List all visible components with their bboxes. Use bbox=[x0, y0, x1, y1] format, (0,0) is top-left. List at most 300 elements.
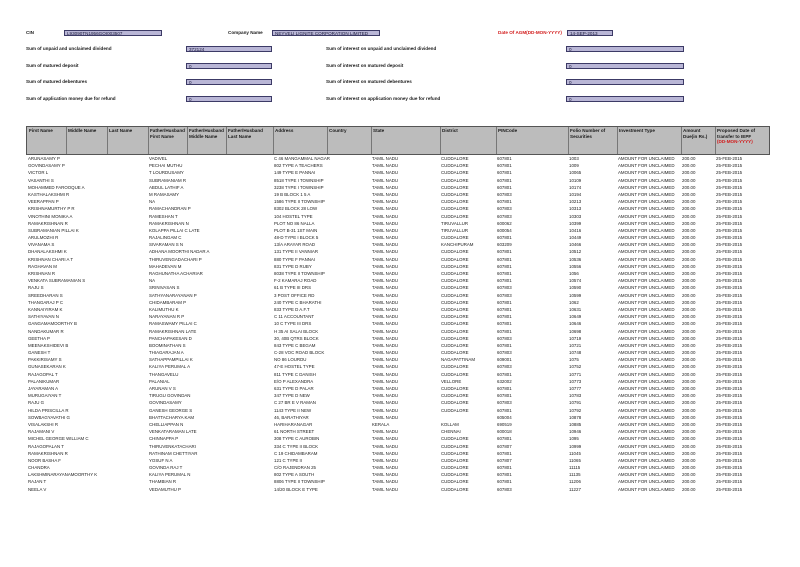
district-cell: CHENNAI bbox=[441, 429, 461, 435]
amount-cell: 200.00 bbox=[682, 249, 696, 255]
state-cell: TAMIL NADU bbox=[372, 335, 399, 341]
address-cell: 1586 TYPE II TOWNSHIP bbox=[274, 199, 325, 205]
amount-cell: 200.00 bbox=[682, 443, 696, 449]
transfer-date-cell: 25-FEB-2015 bbox=[716, 213, 743, 219]
state-cell: TAMIL NADU bbox=[372, 321, 399, 327]
investment-type-cell: AMOUNT FOR UNCLAIMED bbox=[618, 429, 675, 435]
matured-debentures-field[interactable]: 0 bbox=[186, 79, 272, 85]
first-name-cell: SOWBAGYAVATHI G bbox=[28, 414, 70, 420]
state-cell: TAMIL NADU bbox=[372, 213, 399, 219]
father-first-name-cell: GANESH GEORGE S bbox=[149, 407, 193, 413]
father-first-name-cell: CHIDAMBARAM P bbox=[149, 299, 187, 305]
address-cell: 46, BARATHIYAR bbox=[274, 414, 309, 420]
transfer-date-cell: 25-FEB-2015 bbox=[716, 407, 743, 413]
amount-cell: 200.00 bbox=[682, 206, 696, 212]
pincode-cell: 607801 bbox=[497, 450, 512, 456]
folio-cell: 11206 bbox=[569, 479, 581, 485]
amount-cell: 200.00 bbox=[682, 227, 696, 233]
father-first-name-cell: THIAGARAJAN A bbox=[149, 350, 184, 356]
table-row bbox=[26, 313, 770, 320]
folio-cell: 10885 bbox=[569, 421, 582, 427]
transfer-date-cell: 25-FEB-2015 bbox=[716, 191, 743, 197]
first-name-cell: SUBRAMANIAN PILLAI K bbox=[28, 227, 79, 233]
investment-type-cell: AMOUNT FOR UNCLAIMED bbox=[618, 400, 675, 406]
father-first-name-cell: SRINIVASAN S bbox=[149, 285, 180, 291]
address-cell: 811 TYPE C DANISH bbox=[274, 371, 316, 377]
first-name-cell: DHANALAKSHMI K bbox=[28, 249, 67, 255]
pincode-cell: 607801 bbox=[497, 472, 512, 478]
col-country: Country bbox=[329, 128, 347, 133]
pincode-cell: 607801 bbox=[497, 177, 512, 183]
father-first-name-cell: RAMAKRISHNAN LATE bbox=[149, 328, 197, 334]
folio-cell: 10721 bbox=[569, 342, 582, 348]
address-cell: 802 TYPE A TEACHERS bbox=[274, 163, 323, 169]
investment-type-cell: AMOUNT FOR UNCLAIMED bbox=[618, 263, 675, 269]
father-first-name-cell: PANCHAPAKESAN D bbox=[149, 335, 192, 341]
father-first-name-cell: SIVARAMAN S N bbox=[149, 242, 184, 248]
interest-unpaid-dividend-label: Sum of interest on unpaid and unclaimed dividend bbox=[326, 46, 437, 51]
district-cell: CUDDALORE bbox=[441, 328, 469, 334]
district-cell: CUDDALORE bbox=[441, 350, 469, 356]
pincode-cell: 607807 bbox=[497, 457, 512, 463]
address-cell: C 11 ACCOUNTANT bbox=[274, 314, 315, 320]
father-first-name-cell: KOLAPPA PILLAI C LATE bbox=[149, 227, 200, 233]
first-name-cell: NEELA V bbox=[28, 486, 47, 492]
folio-cell: 10449 bbox=[569, 235, 582, 241]
table-row bbox=[26, 198, 770, 205]
transfer-date-cell: 25-FEB-2015 bbox=[716, 220, 743, 226]
interest-matured-debentures-label: Sum of interest on matured debentures bbox=[326, 79, 412, 84]
address-cell: 149 TYPE E PANNAI bbox=[274, 170, 316, 176]
state-cell: TAMIL NADU bbox=[372, 400, 399, 406]
company-name-field[interactable]: NEYVELI LIGNITE CORPORATION LIMITED bbox=[272, 30, 380, 36]
table-row bbox=[26, 486, 770, 493]
transfer-date-cell: 25-FEB-2015 bbox=[716, 170, 743, 176]
application-money-field[interactable]: 0 bbox=[186, 96, 272, 102]
state-cell: TAMIL NADU bbox=[372, 371, 399, 377]
state-cell: TAMIL NADU bbox=[372, 249, 399, 255]
father-first-name-cell: RAJALINGAM C bbox=[149, 235, 182, 241]
transfer-date-cell: 25-FEB-2015 bbox=[716, 271, 743, 276]
investment-type-cell: AMOUNT FOR UNCLAIMED bbox=[618, 156, 675, 161]
interest-unpaid-dividend-field[interactable]: 0 bbox=[566, 46, 684, 52]
amount-cell: 200.00 bbox=[682, 191, 696, 197]
address-cell: 131 TYPE II VANNIAR bbox=[274, 249, 319, 255]
table-row bbox=[26, 277, 770, 284]
father-first-name-cell: TIRUGU GOVINDAN bbox=[149, 393, 191, 399]
investment-type-cell: AMOUNT FOR UNCLAIMED bbox=[618, 328, 675, 334]
folio-cell: 10194 bbox=[569, 191, 582, 197]
father-first-name-cell: PECHAI MUTHU bbox=[149, 163, 183, 169]
transfer-date-cell: 25-FEB-2015 bbox=[716, 321, 743, 327]
transfer-date-cell: 25-FEB-2015 bbox=[716, 457, 743, 463]
father-first-name-cell: BHATTACHARYA KAM bbox=[149, 414, 195, 420]
first-name-cell: VICTOR L bbox=[28, 170, 49, 176]
amount-cell: 200.00 bbox=[682, 450, 696, 456]
pincode-cell: 600062 bbox=[497, 220, 512, 226]
first-name-cell: NOOR BASHA F bbox=[28, 457, 61, 463]
district-cell: CUDDALORE bbox=[441, 393, 469, 399]
address-cell: 831 TYPE D RUBY bbox=[274, 263, 312, 269]
father-first-name-cell: ABDUL LATHIF A bbox=[149, 184, 184, 190]
matured-deposit-field[interactable]: 0 bbox=[186, 63, 272, 69]
state-cell: TAMIL NADU bbox=[372, 436, 399, 442]
father-first-name-cell: KALIMUTHU K bbox=[149, 306, 179, 312]
table-row bbox=[26, 213, 770, 220]
address-cell: C-28 VOC ROAD BLOCK bbox=[274, 350, 325, 356]
first-name-cell: VIVANAMA S bbox=[28, 242, 55, 248]
address-cell: 61 NORTH STREET bbox=[274, 429, 315, 435]
amount-cell: 200.00 bbox=[682, 486, 696, 492]
pincode-cell: 690519 bbox=[497, 421, 512, 427]
father-first-name-cell: GOVINDA RAJ T bbox=[149, 465, 183, 471]
district-cell: CUDDALORE bbox=[441, 321, 469, 327]
father-first-name-cell: THIRUVENGADACHARI P bbox=[149, 256, 202, 262]
investment-type-cell: AMOUNT FOR UNCLAIMED bbox=[618, 414, 675, 420]
father-first-name-cell: VADIVEL bbox=[149, 156, 168, 161]
father-first-name-cell: ARUNAN V S bbox=[149, 386, 176, 391]
col-investment-type: Investment Type bbox=[619, 128, 655, 133]
interest-matured-deposit-field[interactable]: 0 bbox=[566, 63, 684, 69]
table-row bbox=[26, 349, 770, 356]
state-cell: TAMIL NADU bbox=[372, 465, 399, 471]
district-cell: KOLLAM bbox=[441, 421, 459, 427]
transfer-date-cell: 25-FEB-2015 bbox=[716, 479, 743, 485]
first-name-cell: RAMAKRISHNAN R bbox=[28, 220, 68, 226]
first-name-cell: MOHAMMED FAROOQUE A bbox=[28, 184, 85, 190]
address-cell: 48-D TYPE I BLOCK 5 bbox=[274, 235, 319, 241]
transfer-date-cell: 25-FEB-2015 bbox=[716, 235, 743, 241]
state-cell: TAMIL NADU bbox=[372, 278, 399, 284]
amount-cell: 200.00 bbox=[682, 400, 696, 406]
investment-type-cell: AMOUNT FOR UNCLAIMED bbox=[618, 407, 675, 413]
father-first-name-cell: PALANIAL bbox=[149, 378, 170, 384]
first-name-cell: GUNASEKARAN K bbox=[28, 364, 66, 370]
first-name-cell: HILDA PRISCILLA R bbox=[28, 407, 69, 413]
father-first-name-cell: THIRUVENKATACHARI bbox=[149, 443, 196, 449]
pincode-cell: 632002 bbox=[497, 378, 512, 384]
state-cell: TAMIL NADU bbox=[372, 184, 399, 190]
amount-cell: 200.00 bbox=[682, 278, 696, 284]
father-first-name-cell: THAMBIAN R bbox=[149, 479, 177, 485]
district-cell: CUDDALORE bbox=[441, 306, 469, 312]
pincode-cell: 607801 bbox=[497, 342, 512, 348]
investment-type-cell: AMOUNT FOR UNCLAIMED bbox=[618, 457, 675, 463]
amount-cell: 200.00 bbox=[682, 421, 696, 427]
district-cell: CUDDALORE bbox=[441, 472, 469, 478]
folio-cell: 10792 bbox=[569, 407, 582, 413]
state-cell: TAMIL NADU bbox=[372, 271, 399, 276]
district-cell: CUDDALORE bbox=[441, 249, 469, 255]
folio-cell: 10783 bbox=[569, 393, 582, 399]
amount-cell: 200.00 bbox=[682, 299, 696, 305]
pincode-cell: 607803 bbox=[497, 400, 512, 406]
state-cell: TAMIL NADU bbox=[372, 429, 399, 435]
first-name-cell: RAJU S bbox=[28, 285, 44, 291]
folio-cell: 10946 bbox=[569, 429, 582, 435]
transfer-date-cell: 25-FEB-2015 bbox=[716, 429, 743, 435]
table-row bbox=[26, 435, 770, 442]
transfer-date-cell: 25-FEB-2015 bbox=[716, 386, 743, 391]
address-cell: 19 B BLOCK 1 5 A bbox=[274, 191, 311, 197]
cin-field[interactable]: L93090TN1956GOI003507 bbox=[64, 30, 162, 36]
unpaid-dividend-field[interactable]: 372124 bbox=[186, 46, 272, 52]
table-row bbox=[26, 241, 770, 248]
state-cell: TAMIL NADU bbox=[372, 242, 399, 248]
investment-type-cell: AMOUNT FOR UNCLAIMED bbox=[618, 163, 675, 169]
transfer-date-cell: 25-FEB-2015 bbox=[716, 400, 743, 406]
father-first-name-cell: KALIYA PERUMAL A bbox=[149, 364, 190, 370]
father-first-name-cell: MAHADEVAN M bbox=[149, 263, 182, 269]
interest-application-money-label: Sum of interest on application money due for refund bbox=[326, 96, 441, 101]
pincode-cell: 607801 bbox=[497, 199, 512, 205]
col-pincode: PINCode bbox=[498, 128, 518, 133]
table-row bbox=[26, 443, 770, 450]
investment-type-cell: AMOUNT FOR UNCLAIMED bbox=[618, 213, 675, 219]
folio-cell: 10416 bbox=[569, 227, 582, 233]
table-row bbox=[26, 428, 770, 435]
investment-type-cell: AMOUNT FOR UNCLAIMED bbox=[618, 306, 675, 312]
folio-cell: 10213 bbox=[569, 199, 582, 205]
first-name-cell: MEENAKSHIDEVI B bbox=[28, 342, 69, 348]
pincode-cell: 607801 bbox=[497, 249, 512, 255]
first-name-cell: SATHIYAVAN N bbox=[28, 314, 59, 320]
first-name-cell: KASTHALAKSHMI R bbox=[28, 191, 70, 197]
state-cell: TAMIL NADU bbox=[372, 292, 399, 298]
district-cell: CUDDALORE bbox=[441, 436, 469, 442]
investment-type-cell: AMOUNT FOR UNCLAIMED bbox=[618, 170, 675, 176]
pincode-cell: 607801 bbox=[497, 299, 512, 305]
pincode-cell: 603209 bbox=[497, 242, 512, 248]
transfer-date-cell: 25-FEB-2015 bbox=[716, 177, 743, 183]
state-cell: TAMIL NADU bbox=[372, 256, 399, 262]
amount-cell: 200.00 bbox=[682, 306, 696, 312]
investment-type-cell: AMOUNT FOR UNCLAIMED bbox=[618, 371, 675, 377]
table-row bbox=[26, 421, 770, 428]
father-first-name-cell: RAMASWAMY PILLAI C bbox=[149, 321, 197, 327]
state-cell: TAMIL NADU bbox=[372, 163, 399, 169]
district-cell: CUDDALORE bbox=[441, 156, 469, 161]
district-cell: CUDDALORE bbox=[441, 235, 469, 241]
interest-application-money-field[interactable]: 0 bbox=[566, 96, 684, 102]
address-cell: H 35 AI SALAI BLOCK bbox=[274, 328, 319, 334]
transfer-date-cell: 25-FEB-2015 bbox=[716, 306, 743, 312]
table-row bbox=[26, 371, 770, 378]
father-first-name-cell: CHINNAPPA P bbox=[149, 436, 179, 442]
address-cell: NO 86 LOURDU bbox=[274, 357, 307, 363]
first-name-cell: PALANIKUMAR bbox=[28, 378, 60, 384]
state-cell: KERALA bbox=[372, 421, 390, 427]
state-cell: TAMIL NADU bbox=[372, 227, 399, 233]
table-row bbox=[26, 335, 770, 342]
table-row bbox=[26, 299, 770, 306]
district-cell: VELLORE bbox=[441, 378, 462, 384]
district-cell: TIRUVALLUR bbox=[441, 227, 468, 233]
folio-cell: 1095 bbox=[569, 436, 579, 442]
transfer-date-cell: 25-FEB-2015 bbox=[716, 421, 743, 427]
transfer-date-cell: 25-FEB-2015 bbox=[716, 342, 743, 348]
folio-cell: 10574 bbox=[569, 278, 582, 284]
col-first-name: First Name bbox=[29, 128, 53, 133]
first-name-cell: GOVINDASAMY P bbox=[28, 163, 65, 169]
pincode-cell: 607801 bbox=[497, 386, 512, 391]
transfer-date-cell: 25-FEB-2015 bbox=[716, 314, 743, 320]
amount-cell: 200.00 bbox=[682, 357, 696, 363]
state-cell: TAMIL NADU bbox=[372, 342, 399, 348]
transfer-date-cell: 25-FEB-2015 bbox=[716, 378, 743, 384]
folio-cell: 10109 bbox=[569, 177, 582, 183]
district-cell: KANCHIPURAM bbox=[441, 242, 474, 248]
pincode-cell: 607803 bbox=[497, 206, 512, 212]
address-cell: 3 POST OFFICE RD bbox=[274, 292, 315, 298]
folio-cell: 10649 bbox=[569, 314, 582, 320]
investment-type-cell: AMOUNT FOR UNCLAIMED bbox=[618, 350, 675, 356]
address-cell: 347 TYPE D NEW bbox=[274, 393, 310, 399]
folio-cell: 1009 bbox=[569, 163, 579, 169]
first-name-cell: VASANTHI S bbox=[28, 177, 54, 183]
pincode-cell: 607803 bbox=[497, 213, 512, 219]
first-name-cell: RAJAMANI V bbox=[28, 429, 55, 435]
district-cell: CUDDALORE bbox=[441, 170, 469, 176]
district-cell: CUDDALORE bbox=[441, 450, 469, 456]
pincode-cell: 607801 bbox=[497, 163, 512, 169]
folio-cell: 10556 bbox=[569, 263, 582, 269]
amount-cell: 200.00 bbox=[682, 321, 696, 327]
table-row bbox=[26, 356, 770, 363]
address-cell: 8518 TYPE I TOWNSHIP bbox=[274, 177, 324, 183]
folio-cell: 10752 bbox=[569, 364, 582, 370]
amount-cell: 200.00 bbox=[682, 350, 696, 356]
pincode-cell: 607801 bbox=[497, 170, 512, 176]
investment-type-cell: AMOUNT FOR UNCLAIMED bbox=[618, 278, 675, 284]
table-row bbox=[26, 392, 770, 399]
amount-cell: 200.00 bbox=[682, 457, 696, 463]
pincode-cell: 607803 bbox=[497, 191, 512, 197]
first-name-cell: RAJAGOPAL T bbox=[28, 371, 58, 377]
address-cell: 843 TYPE C BEGAM bbox=[274, 342, 316, 348]
father-first-name-cell: NARAYANAN R P bbox=[149, 314, 185, 320]
table-row bbox=[26, 169, 770, 176]
folio-cell: 11135 bbox=[569, 472, 581, 478]
first-name-cell: VEERAPPAN P bbox=[28, 199, 59, 205]
transfer-date-cell: 25-FEB-2015 bbox=[716, 465, 743, 471]
address-cell: 631 TYPE D PALAR bbox=[274, 386, 314, 391]
investment-type-cell: AMOUNT FOR UNCLAIMED bbox=[618, 242, 675, 248]
table-row bbox=[26, 306, 770, 313]
investment-type-cell: AMOUNT FOR UNCLAIMED bbox=[618, 220, 675, 226]
father-first-name-cell: NA bbox=[149, 199, 156, 205]
unpaid-dividend-label: Sum of unpaid and unclaimed dividend bbox=[26, 46, 112, 51]
address-cell: 833 TYPE D A.F.T bbox=[274, 306, 310, 312]
first-name-cell: GEETHA P bbox=[28, 335, 50, 341]
state-cell: TAMIL NADU bbox=[372, 386, 399, 391]
district-cell: CUDDALORE bbox=[441, 263, 469, 269]
table-row bbox=[26, 248, 770, 255]
col-father-middle-name: Father/Husband Middle Name bbox=[189, 128, 224, 139]
address-cell: 8302 BLOCK 28 LOW bbox=[274, 206, 318, 212]
father-first-name-cell: ADHANA MOORTHI NADAR A bbox=[149, 249, 210, 255]
father-first-name-cell: YOSUF N A bbox=[149, 457, 173, 463]
folio-cell: 1003 bbox=[569, 156, 579, 161]
transfer-date-cell: 25-FEB-2015 bbox=[716, 163, 743, 169]
address-cell: 334 C TYPE II BLOCK bbox=[274, 443, 319, 449]
table-row bbox=[26, 457, 770, 464]
col-proposed-date-label: Proposed Date of transfer to IEPF bbox=[717, 128, 756, 139]
district-cell: CUDDALORE bbox=[441, 271, 469, 276]
interest-matured-debentures-field[interactable]: 0 bbox=[566, 79, 684, 85]
address-cell: 104 HOSTEL TYPE bbox=[274, 213, 313, 219]
district-cell: CUDDALORE bbox=[441, 386, 469, 391]
col-folio-number: Folio Number of Securities bbox=[570, 128, 606, 139]
amount-cell: 200.00 bbox=[682, 184, 696, 190]
amount-cell: 200.00 bbox=[682, 285, 696, 291]
state-cell: TAMIL NADU bbox=[372, 364, 399, 370]
transfer-date-cell: 25-FEB-2015 bbox=[716, 364, 743, 370]
table-row bbox=[26, 256, 770, 263]
address-cell: HARIHARANAGAR bbox=[274, 421, 313, 427]
state-cell: TAMIL NADU bbox=[372, 170, 399, 176]
amount-cell: 200.00 bbox=[682, 271, 696, 276]
amount-cell: 200.00 bbox=[682, 263, 696, 269]
first-name-cell: GANESH T bbox=[28, 350, 51, 356]
district-cell: CUDDALORE bbox=[441, 486, 469, 492]
state-cell: TAMIL NADU bbox=[372, 457, 399, 463]
table-row bbox=[26, 478, 770, 485]
state-cell: TAMIL NADU bbox=[372, 299, 399, 305]
folio-cell: 11115 bbox=[569, 465, 581, 471]
pincode-cell: 607801 bbox=[497, 256, 512, 262]
investment-type-cell: AMOUNT FOR UNCLAIMED bbox=[618, 450, 675, 456]
district-cell: CUDDALORE bbox=[441, 342, 469, 348]
address-cell: 10 C TYPE III DRS bbox=[274, 321, 312, 327]
father-first-name-cell: SATHYANARAYANAN P bbox=[149, 292, 197, 298]
investment-type-cell: AMOUNT FOR UNCLAIMED bbox=[618, 299, 675, 305]
pincode-cell: 607801 bbox=[497, 278, 512, 284]
table-row bbox=[26, 450, 770, 457]
father-first-name-cell: GOVINDASAMY bbox=[149, 400, 182, 406]
first-name-cell: ARULMOZHI R bbox=[28, 235, 59, 241]
district-cell: CUDDALORE bbox=[441, 213, 469, 219]
amount-cell: 200.00 bbox=[682, 386, 696, 391]
father-first-name-cell: CHELLIAPPAN N bbox=[149, 421, 184, 427]
pincode-cell: 607801 bbox=[497, 436, 512, 442]
table-row bbox=[26, 227, 770, 234]
agm-date-field[interactable]: 14-SEP-2013 bbox=[567, 30, 613, 36]
pincode-cell: 600018 bbox=[497, 429, 512, 435]
table-row bbox=[26, 378, 770, 385]
father-first-name-cell: M RAMASAMY bbox=[149, 191, 180, 197]
first-name-cell: KRISHNAN R bbox=[28, 271, 56, 276]
state-cell: TAMIL NADU bbox=[372, 199, 399, 205]
father-first-name-cell: RAMACHANDRAN P bbox=[149, 206, 191, 212]
state-cell: TAMIL NADU bbox=[372, 220, 399, 226]
father-first-name-cell: NA bbox=[149, 278, 156, 284]
col-district: District bbox=[442, 128, 458, 133]
father-first-name-cell: RAMESHAN T bbox=[149, 213, 178, 219]
state-cell: TAMIL NADU bbox=[372, 472, 399, 478]
transfer-date-cell: 25-FEB-2015 bbox=[716, 350, 743, 356]
pincode-cell: 607801 bbox=[497, 328, 512, 334]
first-name-cell: MICHEL GEORGE WILLIAM C bbox=[28, 436, 89, 442]
first-name-cell: KRISHNAMURTHY P R bbox=[28, 206, 75, 212]
pincode-cell: 607801 bbox=[497, 314, 512, 320]
table-body bbox=[26, 155, 770, 493]
transfer-date-cell: 25-FEB-2015 bbox=[716, 292, 743, 298]
investment-type-cell: AMOUNT FOR UNCLAIMED bbox=[618, 314, 675, 320]
amount-cell: 200.00 bbox=[682, 177, 696, 183]
folio-cell: 10719 bbox=[569, 335, 582, 341]
col-proposed-date bbox=[717, 128, 769, 145]
